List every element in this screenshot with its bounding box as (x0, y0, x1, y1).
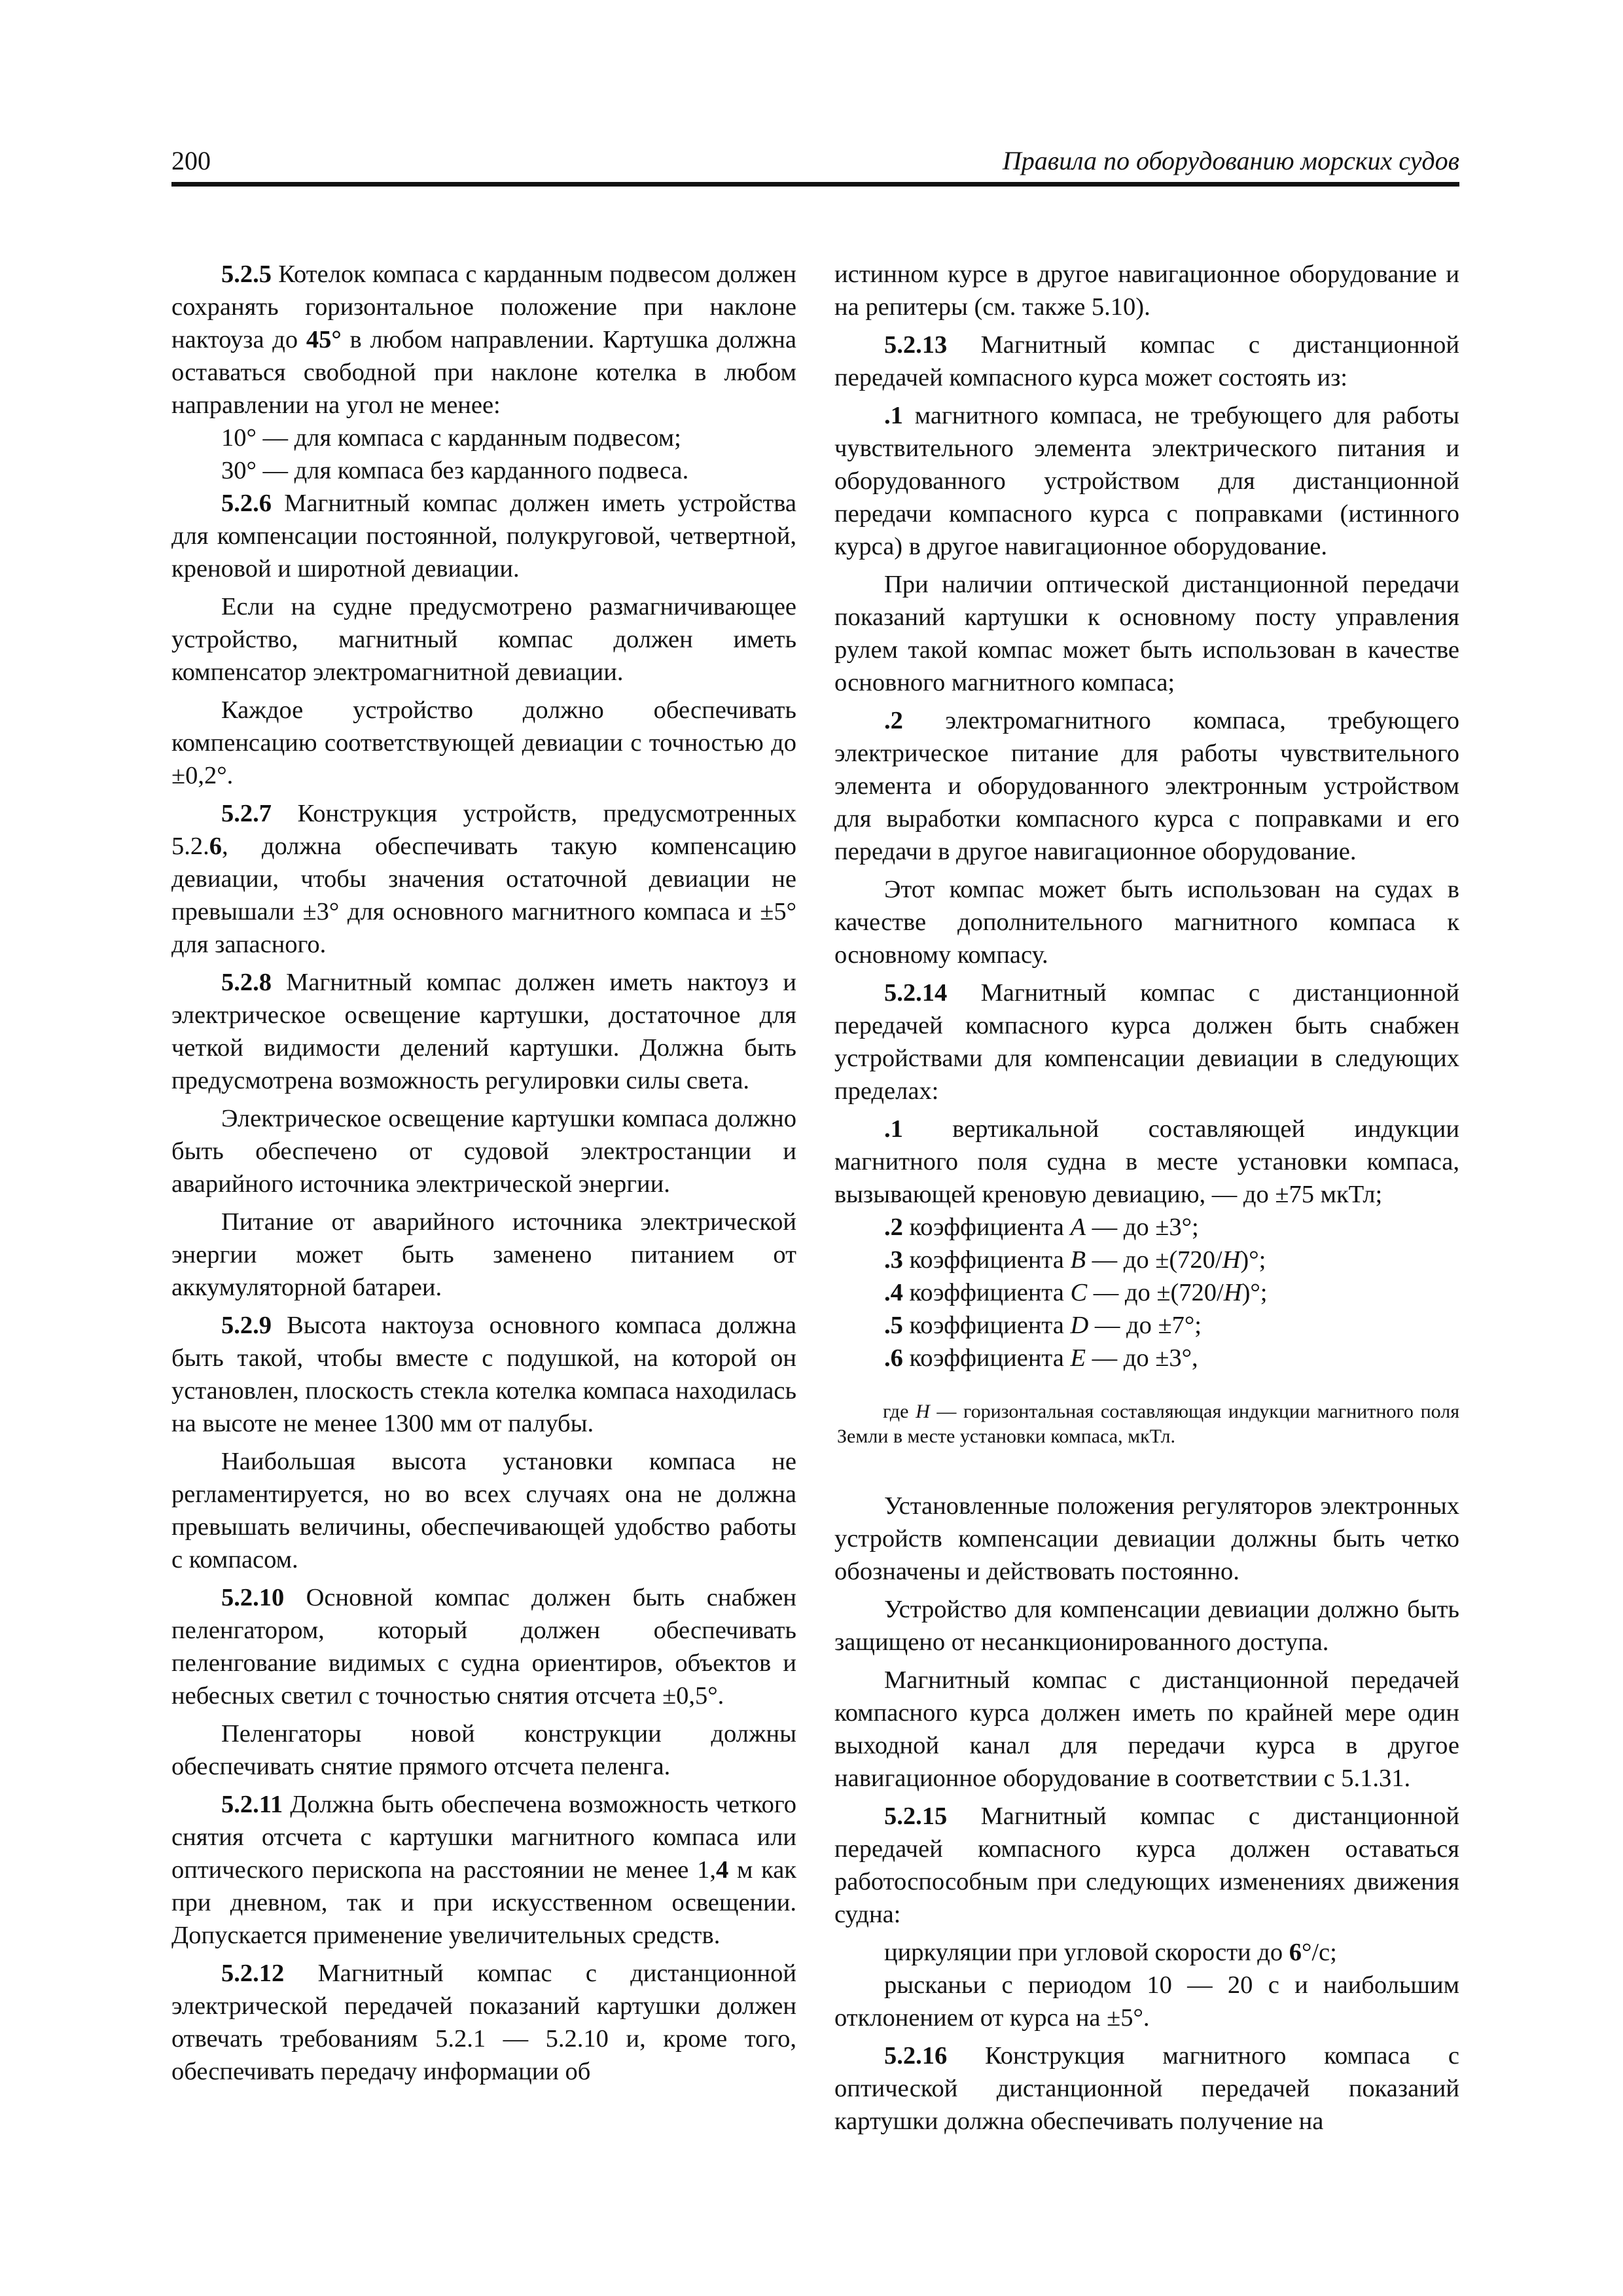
paragraph-5-2-6: 5.2.6 Магнитный компас должен иметь устройства для компенсации постоянной, полукруговой, четвертной, креновой и широтной девиации. (171, 490, 796, 583)
clause-number: 5.2.9 (221, 1312, 272, 1339)
paragraph: 30° — для компаса без карданного подвеса. (221, 457, 689, 484)
paragraph: рысканьи с периодом 10 — 20 с и наибольшим отклонением от курса на ±5°. (834, 1971, 1459, 2032)
paragraph-5-2-10: 5.2.10 Основной компас должен быть снабжен пеленгатором, который должен обеспечивать пеленгование видимых с судна ориентиров, объектов и небесных светил с точностью снятия отсчета ±0,5°. (171, 1584, 796, 1710)
item-number: .1 (884, 1115, 903, 1143)
paragraph-5-2-16: 5.2.16 Конструкция магнитного компаса с оптической дистанционной передачей показаний картушки должна обеспечивать получение на (834, 2042, 1459, 2135)
paragraph-5-2-15: 5.2.15 Магнитный компас с дистанционной передачей компасного курса должен оставаться работоспособным при следующих изменениях движения судна: (834, 1803, 1459, 1928)
paragraph: Наибольшая высота установки компаса не регламентируется, но во всех случаях она не должна превышать величины, обеспечивающей удобство работы с компасом. (171, 1448, 796, 1573)
item-number: .5 (884, 1312, 903, 1339)
list-item: .3 коэффициента B — до ±(720/H)°; (884, 1246, 1266, 1274)
right-column (834, 258, 1459, 2143)
page-number: 200 (171, 146, 211, 175)
tilt-angle: 45° (306, 326, 342, 353)
paragraph: Электрическое освещение картушки компаса должно быть обеспечено от судовой электростанции и аварийного источника электрической энергии. (171, 1105, 796, 1198)
paragraph-5-2-11: 5.2.11 Должна быть обеспечена возможность четкого снятия отсчета с картушки магнитного компаса или оптического перископа на расстоянии не менее 1,4 м как при дневном, так и при искусственном освещении. Допускается применение увеличительных средств. (171, 1791, 797, 1949)
paragraph: Устройство для компенсации девиации должно быть защищено от несанкционированного доступа. (834, 1596, 1459, 1656)
item-number: .2 (884, 707, 903, 734)
paragraph-5-2-5: 5.2.5 Котелок компаса с карданным подвесом должен сохранять горизонтальное положение при наклоне нактоуза до 45° в любом направлении. Картушка должна оставаться свободной при наклоне котелка в любом направлении на угол не менее: (171, 260, 796, 419)
item-number: .6 (884, 1344, 903, 1372)
item-number: .4 (884, 1279, 903, 1306)
list-item: .1 магнитного компаса, не требующего для работы чувствительного элемента электрического питания и оборудованного устройством для дистанционной передачи компасного курса с поправками (истинного курса) в другое навигационное оборудование. (834, 402, 1459, 560)
paragraph: Этот компас может быть использован на судах в качестве дополнительного магнитного компаса к основному компасу. (834, 876, 1459, 969)
clause-number: 5.2.11 (221, 1791, 283, 1818)
paragraph: При наличии оптической дистанционной передачи показаний картушки к основному посту управления рулем такой компас может быть использован в качестве основного магнитного компаса; (834, 571, 1459, 696)
item-number: .2 (884, 1213, 903, 1241)
paragraph: Если на судне предусмотрено размагничивающее устройство, магнитный компас должен иметь компенсатор электромагнитной девиации. (171, 593, 796, 686)
paragraph: Пеленгаторы новой конструкции должны обеспечивать снятие прямого отсчета пеленга. (171, 1720, 796, 1780)
paragraph-5-2-13: 5.2.13 Магнитный компас с дистанционной передачей компасного курса может состоять из: (834, 331, 1459, 391)
clause-number: 5.2.8 (221, 969, 272, 996)
paragraph: Магнитный компас с дистанционной передачей компасного курса должен иметь по крайней мере один выходной канал для передачи курса в другое навигационное оборудование в соответствии с 5.1.31. (834, 1666, 1459, 1792)
list-item: .6 коэффициента E — до ±3°, (884, 1344, 1198, 1372)
clause-number: 5.2.12 (221, 1960, 285, 1987)
footnote: где H — горизонтальная составляющая индукции магнитного поля Земли в месте установки компаса, мкТл. (837, 1401, 1460, 1447)
clause-number: 5.2.6 (221, 490, 272, 517)
paragraph-5-2-12: 5.2.12 Магнитный компас с дистанционной электрической передачей показаний картушки должен отвечать требованиям 5.2.1 — 5.2.10 и, кроме того, обеспечивать передачу информации об (171, 1960, 796, 2085)
paragraph-5-2-9: 5.2.9 Высота нактоуза основного компаса должна быть такой, чтобы вместе с подушкой, на которой он установлен, плоскость стекла котелка компаса находилась на высоте не менее 1300 мм от палубы. (171, 1312, 796, 1437)
paragraph-5-2-8: 5.2.8 Магнитный компас должен иметь нактоуз и электрическое освещение картушки, достаточное для четкой видимости делений картушки. Должна быть предусмотрена возможность регулировки силы света. (171, 969, 796, 1094)
clause-number: 5.2.14 (884, 979, 948, 1007)
clause-number: 5.2.16 (884, 2042, 948, 2070)
list-item: .1 вертикальной составляющей индукции магнитного поля судна в месте установки компаса, вызывающей креновую девиацию, — до ±75 мкТл; (834, 1115, 1459, 1208)
paragraph-5-2-14: 5.2.14 Магнитный компас с дистанционной передачей компасного курса должен быть снабжен устройствами для компенсации девиации в следующих пределах: (834, 979, 1459, 1105)
list-item: .4 коэффициента C — до ±(720/H)°; (884, 1279, 1268, 1306)
paragraph-5-2-7: 5.2.7 Конструкция устройств, предусмотренных 5.2.6, должна обеспечивать такую компенсацию девиации, чтобы значения остаточной девиации не превышали ±3° для основного магнитного компаса и ±5° для запасного. (171, 800, 796, 958)
left-column (171, 258, 796, 2093)
page-header (171, 143, 1459, 187)
list-item: .2 электромагнитного компаса, требующего электрическое питание для работы чувствительного элемента и оборудованного электронным устройством для выработки компасного курса с поправками и его передачи в другое навигационное оборудование. (834, 707, 1459, 865)
paragraph-continued: истинном курсе в другое навигационное оборудование и на репитеры (см. также 5.10). (834, 260, 1459, 321)
paragraph: Каждое устройство должно обеспечивать компенсацию соответствующей девиации с точностью до ±0,2°. (171, 696, 796, 789)
item-number: .1 (884, 402, 903, 429)
paragraph: циркуляции при угловой скорости до 6°/с; (884, 1939, 1337, 1966)
clause-number: 5.2.13 (884, 331, 948, 359)
clause-number: 5.2.5 (221, 260, 272, 288)
paragraph: 10° — для компаса с карданным подвесом; (221, 424, 681, 452)
clause-number: 5.2.10 (221, 1584, 285, 1611)
clause-number: 5.2.7 (221, 800, 272, 827)
paragraph: Установленные положения регуляторов электронных устройств компенсации девиации должны быть четко обозначены и действовать постоянно. (834, 1492, 1459, 1585)
list-item: .5 коэффициента D — до ±7°; (884, 1312, 1202, 1339)
list-item: .2 коэффициента A — до ±3°; (884, 1213, 1199, 1241)
running-title: Правила по оборудованию морских судов (1002, 146, 1459, 175)
item-number: .3 (884, 1246, 903, 1274)
paragraph: Питание от аварийного источника электрической энергии может быть заменено питанием от аккумуляторной батареи. (171, 1208, 796, 1301)
clause-number: 5.2.15 (884, 1803, 948, 1830)
